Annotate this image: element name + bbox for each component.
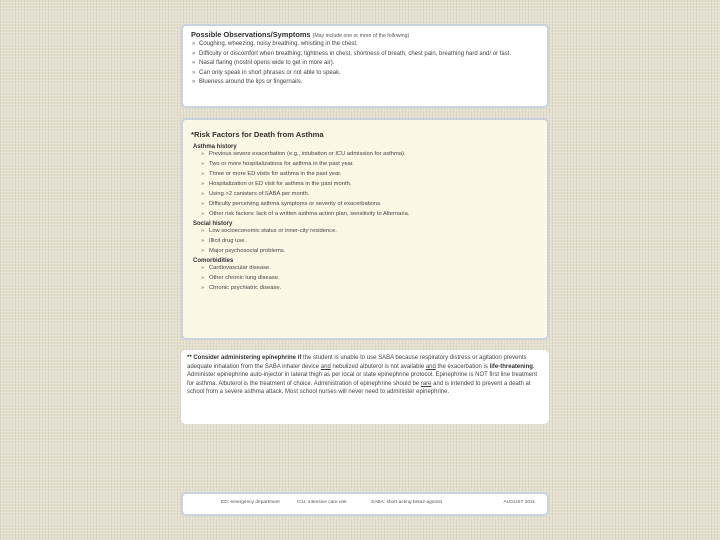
observations-panel (181, 24, 549, 108)
list-item: » Two or more hospitalizations for asthma in the past year. (191, 161, 539, 168)
note-emphasis: and (320, 363, 331, 370)
footer-panel (181, 492, 549, 516)
list-item: » Can only speak in short phrases or not able to speak. (191, 70, 539, 78)
footer-ed-abbrev: ED: emergency department (221, 500, 280, 505)
list-item: » Difficulty or discomfort when breathing, tightness in chest, shortness of breath, chest pain, breathing hard and/ or fast. (191, 51, 539, 59)
list-item: » Cardiovascular disease. (191, 265, 539, 272)
comorbidities-list (191, 265, 539, 292)
list-item: » Using >2 canisters of SABA per month. (191, 191, 539, 198)
list-item: » Coughing, wheezing, noisy breathing, whistling in the chest. (191, 41, 539, 49)
note-text: and is intended to prevent a death at school from a severe asthma attack. Most school nurses will never need to administer epinephrine. (187, 380, 531, 395)
note-text: the exacerbation is (435, 363, 490, 370)
list-item: » Chronic psychiatric disease. (191, 285, 539, 292)
footer-icu-abbrev: ICU: intensive care unit (297, 500, 347, 505)
observations-title (191, 30, 539, 39)
observations-subtitle: (May include one or more of the following) (312, 33, 410, 39)
risk-factors-panel (181, 118, 549, 340)
section-heading-asthma-history: Asthma history (193, 144, 237, 150)
note-text: the student is unable to use SABA because respiratory distress or agitation prevents adequate inhalation from the SABA inhaler device (187, 355, 527, 370)
note-emphasis: and (425, 363, 436, 370)
section-heading-comorbidities: Comorbidities (193, 258, 234, 264)
epinephrine-note-panel (181, 350, 549, 424)
section-heading-social-history: Social history (193, 221, 233, 227)
note-prefix: ** Consider administering epinephrine if (187, 355, 302, 361)
note-emphasis: rare (420, 380, 432, 387)
list-item: » Three or more ED visits for asthma in the past year. (191, 171, 539, 178)
footer-date: AUGUST 2011 (503, 500, 535, 505)
observations-title-text: Possible Observations/Symptoms (191, 30, 311, 39)
list-item: » Nasal flaring (nostril opens wide to get in more air). (191, 60, 539, 68)
footer-saba-abbrev: SABA: short-acting beta2-agonist (371, 500, 442, 505)
social-history-list (191, 228, 539, 255)
list-item: » Low socioeconomic status or inner-city residence. (191, 228, 539, 235)
list-item: » Blueness around the lips or fingernails. (191, 79, 539, 87)
note-text: nebulized albuterol is not available (330, 363, 426, 370)
list-item: » Hospitalization or ED visit for asthma in the past month. (191, 181, 539, 188)
list-item: » Other chronic lung disease. (191, 275, 539, 282)
footer (191, 500, 539, 508)
asthma-history-list (191, 151, 539, 218)
epinephrine-note (187, 354, 543, 397)
list-item: » Previous severe exacerbation (e.g., intubation or ICU admission for asthma). (191, 151, 539, 158)
list-item: » Other risk factors: lack of a written asthma action plan, sensitivity to Alternaria. (191, 211, 539, 218)
note-life-threatening: life-threatening (489, 363, 533, 370)
list-item: » Difficulty perceiving asthma symptoms or severity of exacerbations. (191, 201, 539, 208)
risk-factors-title: *Risk Factors for Death from Asthma (191, 130, 324, 139)
note-text: . Administer epinephrine auto-injector in lateral thigh as per local or state epinephrine protocol. Epinephrine is NOT first line treatment for asthma. Albuterol is the treatment of choice. Administration of epinephrine should be (187, 363, 538, 387)
list-item: » Major psychosocial problems. (191, 248, 539, 255)
list-item: » Illicit drug use. (191, 238, 539, 245)
observations-list (191, 41, 539, 87)
